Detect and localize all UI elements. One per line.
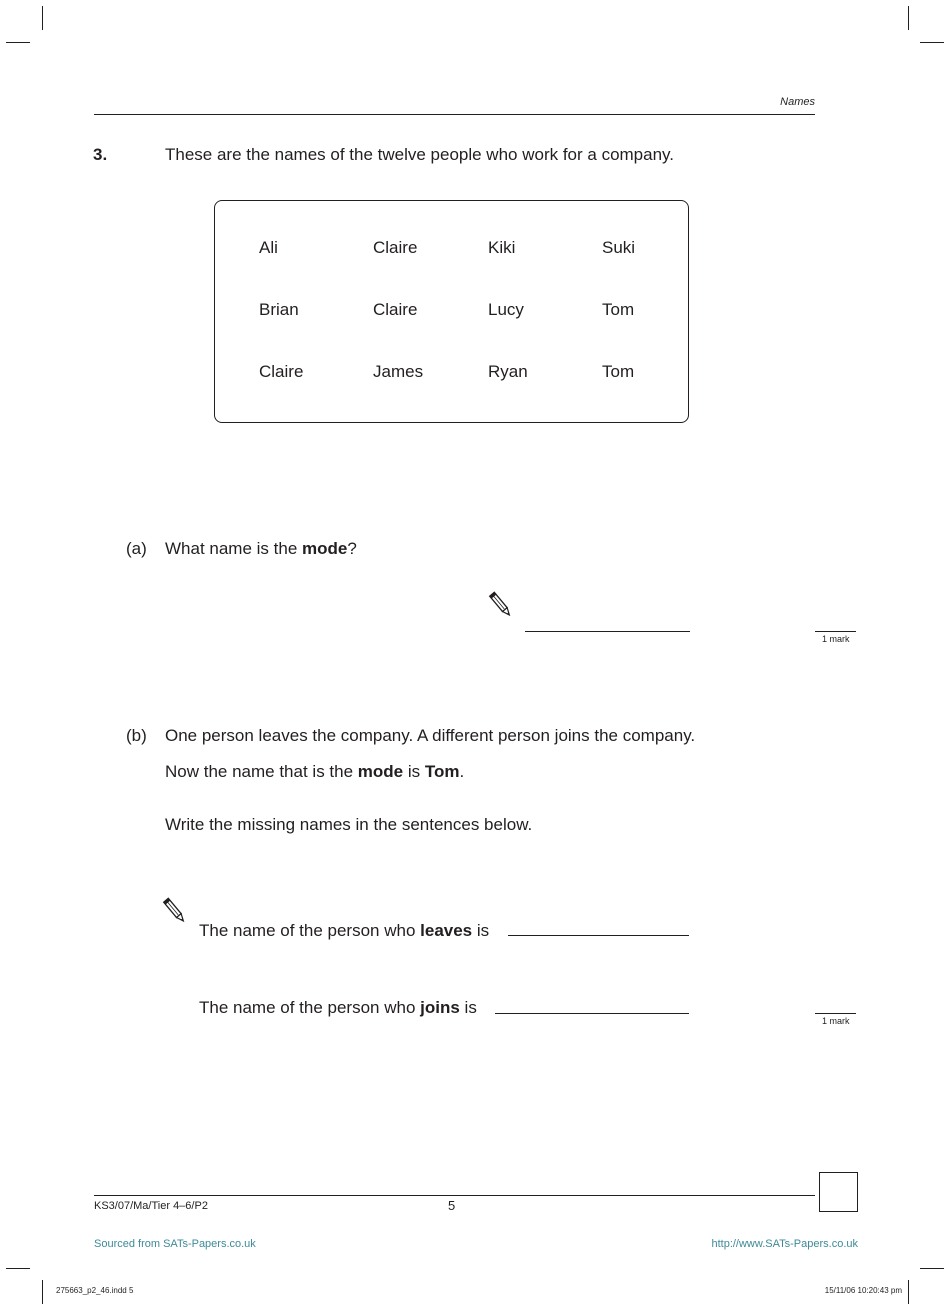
- name-cell: Suki: [602, 238, 636, 257]
- marks-total-box: [819, 1172, 858, 1212]
- part-b-line2-text: Now the name that is the: [165, 762, 358, 781]
- part-a-prompt: [165, 539, 357, 559]
- leaves-sentence-text: The name of the person who: [199, 921, 421, 940]
- name-cell: Claire: [373, 300, 418, 319]
- name-cell: Claire: [373, 238, 418, 257]
- joins-answer-line[interactable]: [495, 1013, 689, 1014]
- crop-mark: [6, 1268, 30, 1269]
- part-a-mark: 1 mark: [822, 634, 850, 644]
- crop-mark: [6, 42, 30, 43]
- source-left: Sourced from SATs-Papers.co.uk: [94, 1238, 256, 1250]
- leaves-answer-line[interactable]: [508, 935, 689, 936]
- mark-rule: [815, 631, 856, 632]
- name-cell: Ali: [259, 238, 278, 257]
- part-a-prompt-end: ?: [347, 539, 357, 558]
- part-b-line2-mode: mode: [357, 762, 404, 781]
- paper-code: KS3/07/Ma/Tier 4–6/P2: [94, 1200, 208, 1212]
- question-intro: These are the names of the twelve people who work for a company.: [165, 145, 675, 164]
- joins-bold: joins: [420, 998, 460, 1017]
- pencil-icon: [488, 590, 514, 620]
- joins-sentence-end: is: [459, 998, 477, 1017]
- part-a-prompt-text: What name is the: [165, 539, 303, 558]
- part-a-prompt-bold: mode: [302, 539, 348, 558]
- joins-sentence: [199, 998, 477, 1018]
- leaves-sentence-end: is: [472, 921, 490, 940]
- part-a-label: (a): [126, 539, 147, 558]
- part-b-line1: One person leaves the company. A different person joins the company.: [165, 726, 696, 745]
- header-rule: [94, 114, 815, 115]
- running-header: Names: [780, 96, 815, 108]
- part-b-line2-end: .: [459, 762, 465, 781]
- crop-mark: [920, 42, 944, 43]
- source-link[interactable]: http://www.SATs-Papers.co.uk: [711, 1238, 858, 1250]
- name-cell: Tom: [602, 300, 635, 319]
- crop-mark: [42, 1280, 43, 1304]
- name-cell: Kiki: [488, 238, 516, 257]
- slug-file: 275663_p2_46.indd 5: [56, 1286, 134, 1295]
- name-cell: James: [373, 362, 424, 381]
- part-b-line2-is: is: [403, 762, 425, 781]
- pencil-icon: [162, 896, 188, 926]
- leaves-sentence: [199, 921, 489, 941]
- leaves-bold: leaves: [420, 921, 473, 940]
- part-b-mark: 1 mark: [822, 1016, 850, 1026]
- footer-rule: [94, 1195, 815, 1196]
- crop-mark: [908, 1280, 909, 1304]
- slug-timestamp: 15/11/06 10:20:43 pm: [824, 1286, 902, 1295]
- part-b-label: (b): [126, 726, 147, 745]
- crop-mark: [42, 6, 43, 30]
- name-cell: Lucy: [488, 300, 524, 319]
- name-cell: Tom: [602, 362, 635, 381]
- name-cell: Claire: [259, 362, 304, 381]
- crop-mark: [908, 6, 909, 30]
- question-number: 3.: [93, 145, 108, 164]
- names-box: [214, 200, 689, 423]
- page-number: 5: [448, 1198, 456, 1213]
- name-cell: Ryan: [488, 362, 528, 381]
- part-b-line2-tom: Tom: [424, 762, 460, 781]
- part-b-line3: Write the missing names in the sentences below.: [165, 815, 533, 834]
- name-cell: Brian: [259, 300, 299, 319]
- joins-sentence-text: The name of the person who: [199, 998, 421, 1017]
- part-b-line2: [165, 762, 464, 782]
- part-a-answer-line[interactable]: [525, 631, 690, 632]
- crop-mark: [920, 1268, 944, 1269]
- mark-rule: [815, 1013, 856, 1014]
